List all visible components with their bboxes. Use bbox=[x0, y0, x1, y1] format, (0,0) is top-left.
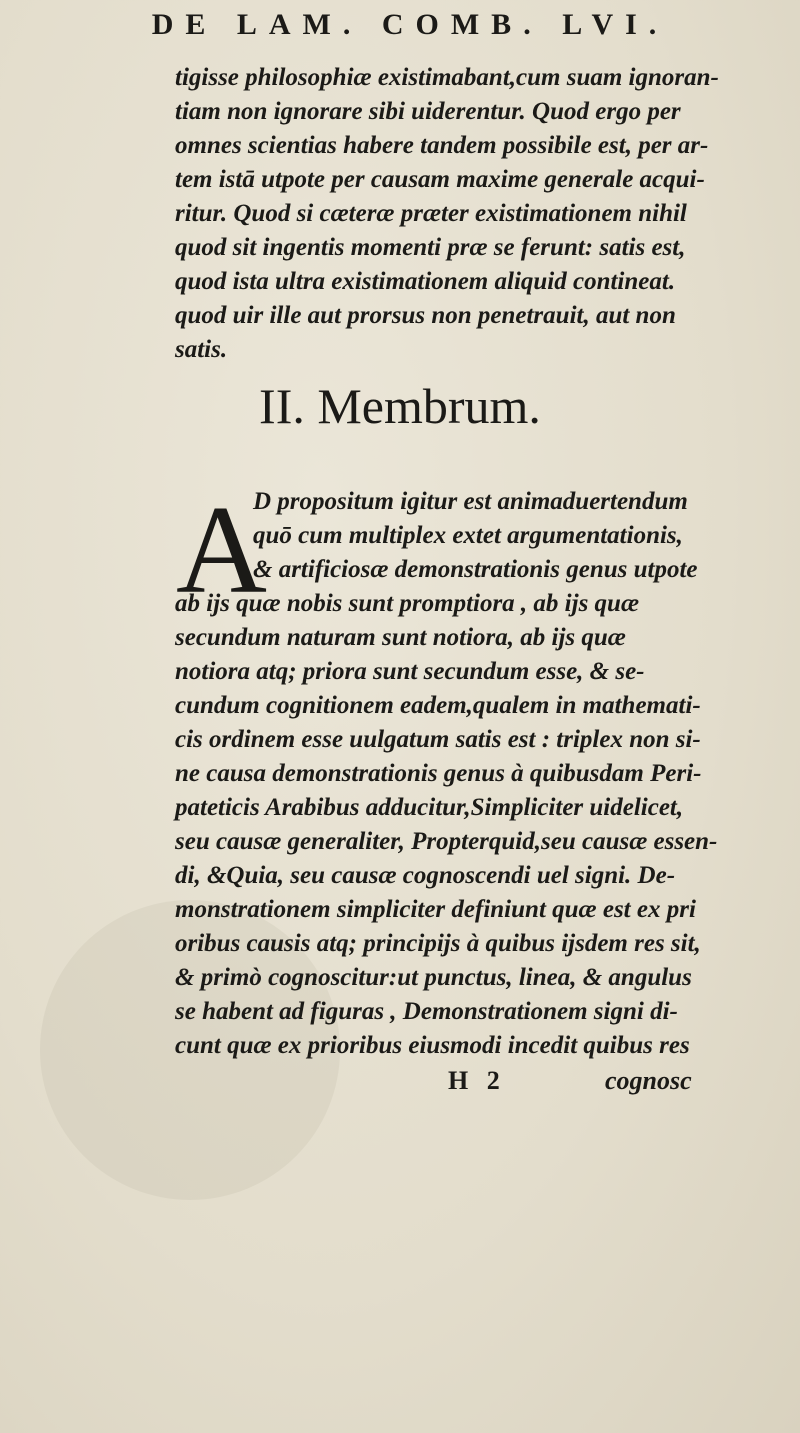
running-head: DE LAM. COMB. LVI. bbox=[151, 8, 669, 41]
text-line: notiora atq; priora sunt secundum esse, & se- bbox=[175, 658, 645, 685]
text-line: ab ijs quæ nobis sunt promptiora , ab ijs quæ bbox=[175, 590, 640, 617]
text-line: quod ista ultra existimationem aliquid contineat. bbox=[175, 268, 676, 295]
text-line: cis ordinem esse uulgatum satis est : triplex non si- bbox=[175, 726, 701, 753]
catchword: cognosc bbox=[605, 1066, 692, 1095]
text-line: & primò cognoscitur:ut punctus, linea, & angulus bbox=[175, 964, 692, 991]
section-heading: II. Membrum. bbox=[259, 378, 541, 434]
text-line: quod uir ille aut prorsus non penetrauit, aut non bbox=[175, 302, 676, 329]
text-line: tiam non ignorare sibi uiderentur. Quod ergo per bbox=[175, 98, 681, 125]
text-line: seu causæ generaliter, Propterquid,seu causæ essen- bbox=[175, 828, 718, 855]
text-line: oribus causis atq; principijs à quibus ijsdem res sit, bbox=[175, 930, 701, 957]
text-line: cundum cognitionem eadem,qualem in mathemati- bbox=[175, 692, 701, 719]
text-line: D propositum igitur est animaduertendum bbox=[253, 488, 688, 515]
text-line: quō cum multiplex extet argumentationis, bbox=[253, 522, 683, 549]
text-line: quod sit ingentis momenti præ se ferunt: satis est, bbox=[175, 234, 686, 261]
signature-mark: H 2 bbox=[448, 1066, 506, 1095]
text-line: di, &Quia, seu causæ cognoscendi uel signi. De- bbox=[175, 862, 676, 889]
text-line: satis. bbox=[175, 336, 228, 363]
text-line: secundum naturam sunt notiora, ab ijs quæ bbox=[175, 624, 626, 651]
text-line: se habent ad figuras , Demonstrationem signi di- bbox=[175, 998, 678, 1025]
text-line: omnes scientias habere tandem possibile est, per ar- bbox=[175, 132, 709, 159]
text-line: ne causa demonstrationis genus à quibusdam Peri- bbox=[175, 760, 702, 787]
text-line: tem istā utpote per causam maxime generale acqui- bbox=[175, 166, 705, 193]
text-line: tigisse philosophiæ existimabant,cum suam ignoran- bbox=[175, 64, 719, 91]
drop-cap: A bbox=[176, 481, 267, 620]
text-line: ritur. Quod si cæteræ præter existimationem nihil bbox=[175, 200, 687, 227]
text-line: & artificiosæ demonstrationis genus utpote bbox=[253, 556, 698, 583]
text-line: pateticis Arabibus adducitur,Simpliciter uidelicet, bbox=[175, 794, 684, 821]
text-line: cunt quæ ex prioribus eiusmodi incedit quibus res bbox=[175, 1032, 690, 1059]
text-line: monstrationem simpliciter definiunt quæ est ex pri bbox=[175, 896, 696, 923]
